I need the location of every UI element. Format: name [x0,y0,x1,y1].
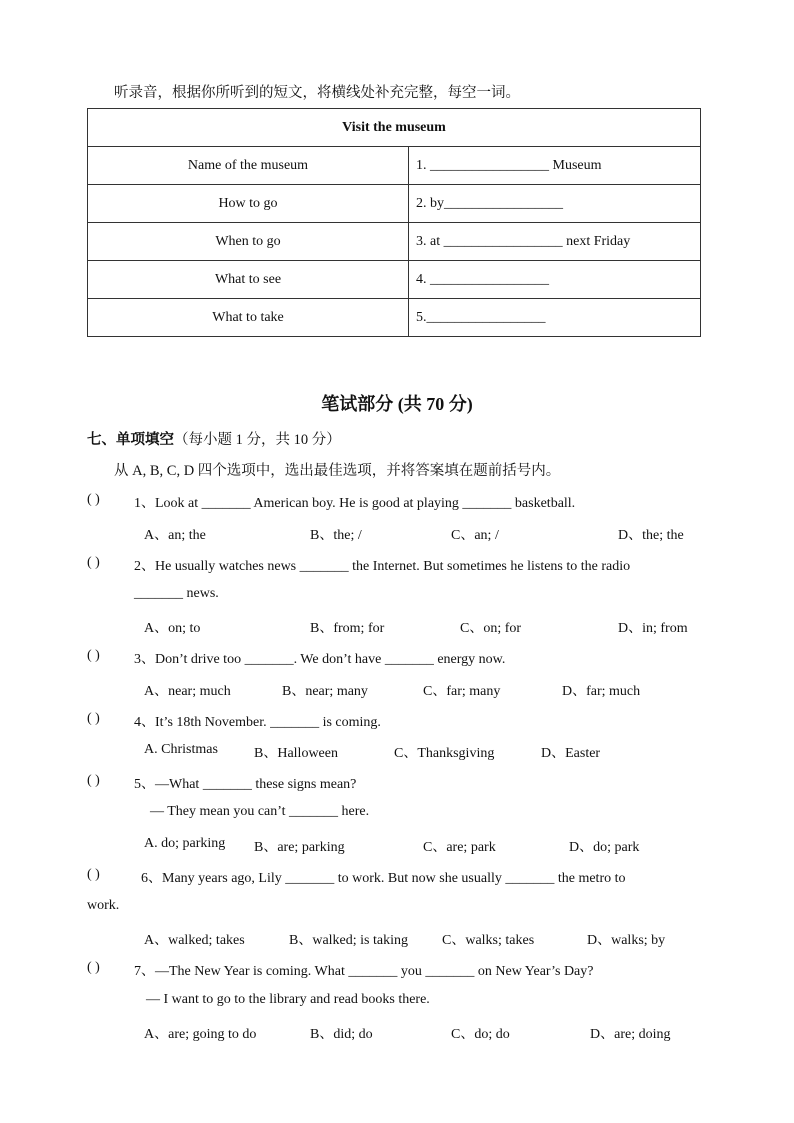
option-b: B、Halloween [254,746,338,761]
row-label: Name of the museum [88,147,409,185]
option-b: B、from; for [310,621,385,636]
question-text: 7、—The New Year is coming. What _______ you _______ on New Year’s Day? [134,964,594,979]
question-text: 5、—What _______ these signs mean? [134,777,357,792]
option-d: D、the; the [618,528,684,543]
row-label: What to see [88,261,409,299]
option-a: A、walked; takes [144,933,245,948]
option-c: C、an; / [451,528,499,543]
written-heading: 笔试部分 (共 70 分) [321,394,473,414]
option-b: B、near; many [282,684,368,699]
table-row [88,147,701,185]
option-c: C、Thanksgiving [394,746,495,761]
row-answer-blank[interactable]: 3. at _________________ next Friday [409,223,701,261]
row-label: When to go [88,223,409,261]
option-a: A. do; parking [144,836,226,851]
option-a: A、near; much [144,684,231,699]
question-text: 6、Many years ago, Lily _______ to work. But now she usually _______ the metro to [141,871,626,886]
row-label: How to go [88,185,409,223]
question-text-continued: work. [87,898,120,913]
table-row [88,261,701,299]
section-title [87,428,341,449]
question-text: 2、He usually watches news _______ the Internet. But sometimes he listens to the radio [134,559,631,574]
row-answer-blank[interactable]: 1. _________________ Museum [409,147,701,185]
question-text: 3、Don’t drive too _______. We don’t have _______ energy now. [134,652,506,667]
option-a: A、on; to [144,621,201,636]
option-a: A. Christmas [144,742,218,757]
option-d: D、in; from [618,621,688,636]
row-answer-blank[interactable]: 5._________________ [409,299,701,337]
answer-bracket[interactable]: ( ) [87,648,100,663]
option-c: C、far; many [423,684,501,699]
question-text-continued: _______ news. [134,586,219,601]
option-a: A、an; the [144,528,206,543]
table-title: Visit the museum [88,109,701,147]
answer-bracket[interactable]: ( ) [87,711,100,726]
question-text-continued: — They mean you can’t _______ here. [150,804,370,819]
section-instruction: 从 A, B, C, D 四个选项中，选出最佳选项，并将答案填在题前括号内。 [114,463,561,479]
question-text: 4、It’s 18th November. _______ is coming. [134,715,381,730]
option-d: D、walks; by [587,933,666,948]
table-row [88,223,701,261]
option-d: D、far; much [562,684,641,699]
museum-table [87,108,701,337]
option-b: B、walked; is taking [289,933,408,948]
option-c: C、are; park [423,840,496,855]
answer-bracket[interactable]: ( ) [87,867,100,882]
question-text-continued: — I want to go to the library and read books there. [146,992,430,1007]
answer-bracket[interactable]: ( ) [87,555,100,570]
option-d: D、are; doing [590,1027,671,1042]
option-b: B、the; / [310,528,362,543]
answer-bracket[interactable]: ( ) [87,960,100,975]
option-b: B、did; do [310,1027,373,1042]
answer-bracket[interactable]: ( ) [87,492,100,507]
table-row [88,299,701,337]
answer-bracket[interactable]: ( ) [87,773,100,788]
question-text: 1、Look at _______ American boy. He is good at playing _______ basketball. [134,496,576,511]
option-c: C、walks; takes [442,933,535,948]
section-name: 七、单项填空 [87,432,174,448]
option-c: C、on; for [460,621,522,636]
option-d: D、do; park [569,840,640,855]
table-row [88,185,701,223]
option-c: C、do; do [451,1027,510,1042]
row-label: What to take [88,299,409,337]
section-note: （每小题 1 分，共 10 分） [174,432,341,448]
option-b: B、are; parking [254,840,345,855]
listening-instruction: 听录音，根据你所听到的短文，将横线处补充完整，每空一词。 [114,85,520,101]
row-answer-blank[interactable]: 2. by_________________ [409,185,701,223]
option-a: A、are; going to do [144,1027,257,1042]
row-answer-blank[interactable]: 4. _________________ [409,261,701,299]
option-d: D、Easter [541,746,601,761]
